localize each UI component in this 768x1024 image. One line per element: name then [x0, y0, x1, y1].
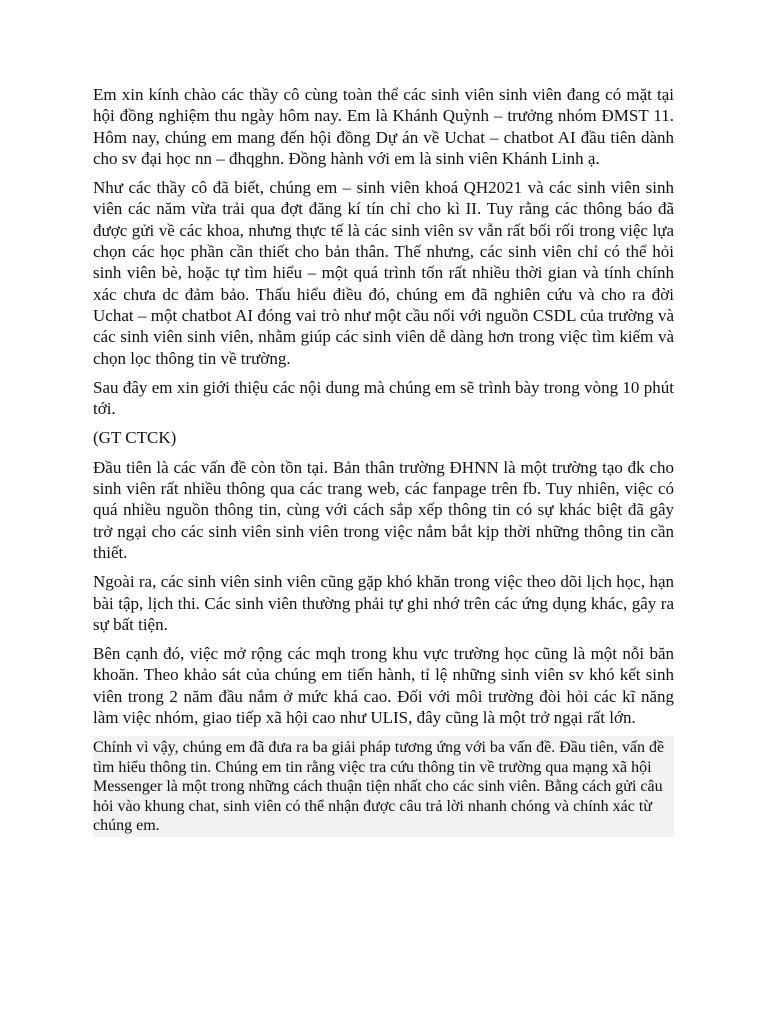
paragraph-note: (GT CTCK) — [93, 428, 177, 448]
paragraph-problem-schedule: Ngoài ra, các sinh viên sinh viên cũng gặp khó khăn trong việc theo dõi lịch học, hạn bài tập, lịch thi. Các sinh viên thường phải tự ghi nhớ trên các ứng dụng khác, gây ra sự bất tiện. — [93, 572, 674, 634]
paragraph-solutions-highlighted: Chính vì vậy, chúng em đã đưa ra ba giải pháp tương ứng với ba vấn đề. Đầu tiên, vấn đề tìm hiểu thông tin. Chúng em tin rằng việc tra cứu thông tin về trường qua mạng xã hội Messenger là một trong những cách thuận tiện nhất cho các sinh viên. Bằng cách gửi câu hỏi vào khung chat, sinh viên có thể nhận được câu trả lời nhanh chóng và chính xác từ chúng em. — [93, 736, 674, 837]
paragraph-greeting: Em xin kính chào các thầy cô cùng toàn thể các sinh viên sinh viên đang có mặt tại hội đồng nghiệm thu ngày hôm nay. Em là Khánh Quỳnh – trưởng nhóm ĐMST 11. Hôm nay, chúng em mang đến hội đồng Dự án về Uchat – chatbot AI đầu tiên dành cho sv đại học nn – đhqghn. Đồng hành với em là sinh viên Khánh Linh ạ. — [93, 85, 674, 168]
paragraph-problem-information: Đầu tiên là các vấn đề còn tồn tại. Bản thân trường ĐHNN là một trường tạo đk cho sinh viên rất nhiều thông qua các trang web, các fanpage trên fb. Tuy nhiên, việc có quá nhiều nguồn thông tin, cùng với cách sắp xếp thông tin có sự khác biệt đã gây trở ngại cho các sinh viên sinh viên trong việc nắm bắt kịp thời những thông tin cần thiết. — [93, 457, 674, 562]
paragraph-agenda: Sau đây em xin giới thiệu các nội dung mà chúng em sẽ trình bày trong vòng 10 phút tới. — [93, 377, 674, 419]
paragraph-problem-relationships: Bên cạnh đó, việc mở rộng các mqh trong khu vực trường học cũng là một nỗi băn khoăn. Theo khảo sát của chúng em tiến hành, tỉ lệ những sinh viên sv khó kết sinh viên trong 2 năm đầu nắm ở mức khá cao. Đối với môi trường đòi hỏi các kĩ năng làm việc nhóm, giao tiếp xã hội cao như ULIS, đây cũng là một trở ngại rất lớn. — [93, 644, 674, 728]
document-page — [93, 84, 674, 845]
paragraph-introduction: Như các thầy cô đã biết, chúng em – sinh viên khoá QH2021 và các sinh viên sinh viên các năm vừa trải qua đợt đăng kí tín chỉ cho kì II. Tuy rằng các thông báo đã được gửi về các khoa, nhưng thực tế là các sinh viên sv vẫn rất bối rối trong việc lựa chọn các học phần cần thiết cho bản thân. Thế nhưng, các sinh viên chỉ có thể hỏi sinh viên bè, hoặc tự tìm hiểu – một quá trình tốn rất nhiều thời gian và tính chính xác chưa dc đảm bảo. Thấu hiểu điều đó, chúng em đã nghiên cứu và cho ra đời Uchat – một chatbot AI đóng vai trò như một cầu nối với nguồn CSDL của trường và các sinh viên sinh viên, nhằm giúp các sinh viên dễ dàng hơn trong việc tìm kiếm và chọn lọc thông tin về trường. — [93, 178, 674, 368]
